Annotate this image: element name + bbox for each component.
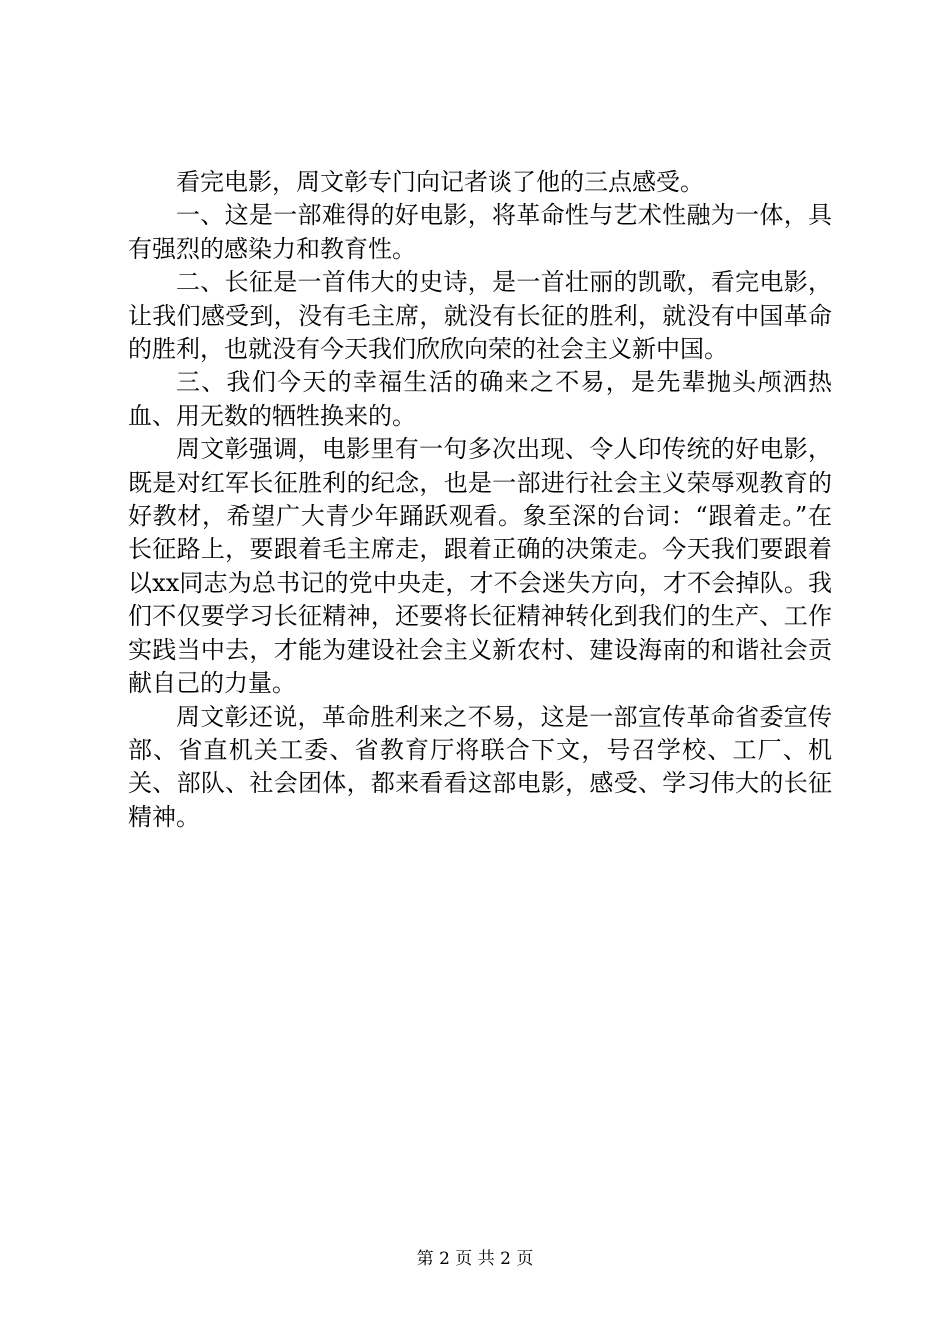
paragraph: 周文彰还说，革命胜利来之不易，这是一部宣传革命省委宣传部、省直机关工委、省教育厅将联合下文，号召学校、工厂、机关、部队、社会团体，都来看看这部电影，感受、学习伟大的长征精神。 <box>128 702 832 831</box>
paragraph: 三、我们今天的幸福生活的确来之不易，是先辈抛头颅洒热血、用无数的牺牲换来的。 <box>128 368 832 430</box>
paragraph: 周文彰强调，电影里有一句多次出现、令人印传统的好电影，既是对红军长征胜利的纪念，也是一部进行社会主义荣辱观教育的好教材，希望广大青少年踊跃观看。象至深的台词：“跟着走。”在长征路上，要跟着毛主席走，跟着正确的决策走。今天我们要跟着以xx同志为总书记的党中央走，才不会迷失方向，才不会掉队。我们不仅要学习长征精神，还要将长征精神转化到我们的生产、工作实践当中去，才能为建设社会主义新农村、建设海南的和谐社会贡献自己的力量。 <box>128 435 832 698</box>
document-body <box>128 166 832 834</box>
paragraph: 看完电影，周文彰专门向记者谈了他的三点感受。 <box>176 168 704 196</box>
paragraph: 二、长征是一首伟大的史诗，是一首壮丽的凯歌，看完电影，让我们感受到，没有毛主席，就没有长征的胜利，就没有中国革命的胜利，也就没有今天我们欣欣向荣的社会主义新中国。 <box>128 268 832 364</box>
paragraph: 一、这是一部难得的好电影，将革命性与艺术性融为一体，具有强烈的感染力和教育性。 <box>128 201 832 263</box>
page-footer: 第 2 页 共 2 页 <box>416 1249 534 1269</box>
